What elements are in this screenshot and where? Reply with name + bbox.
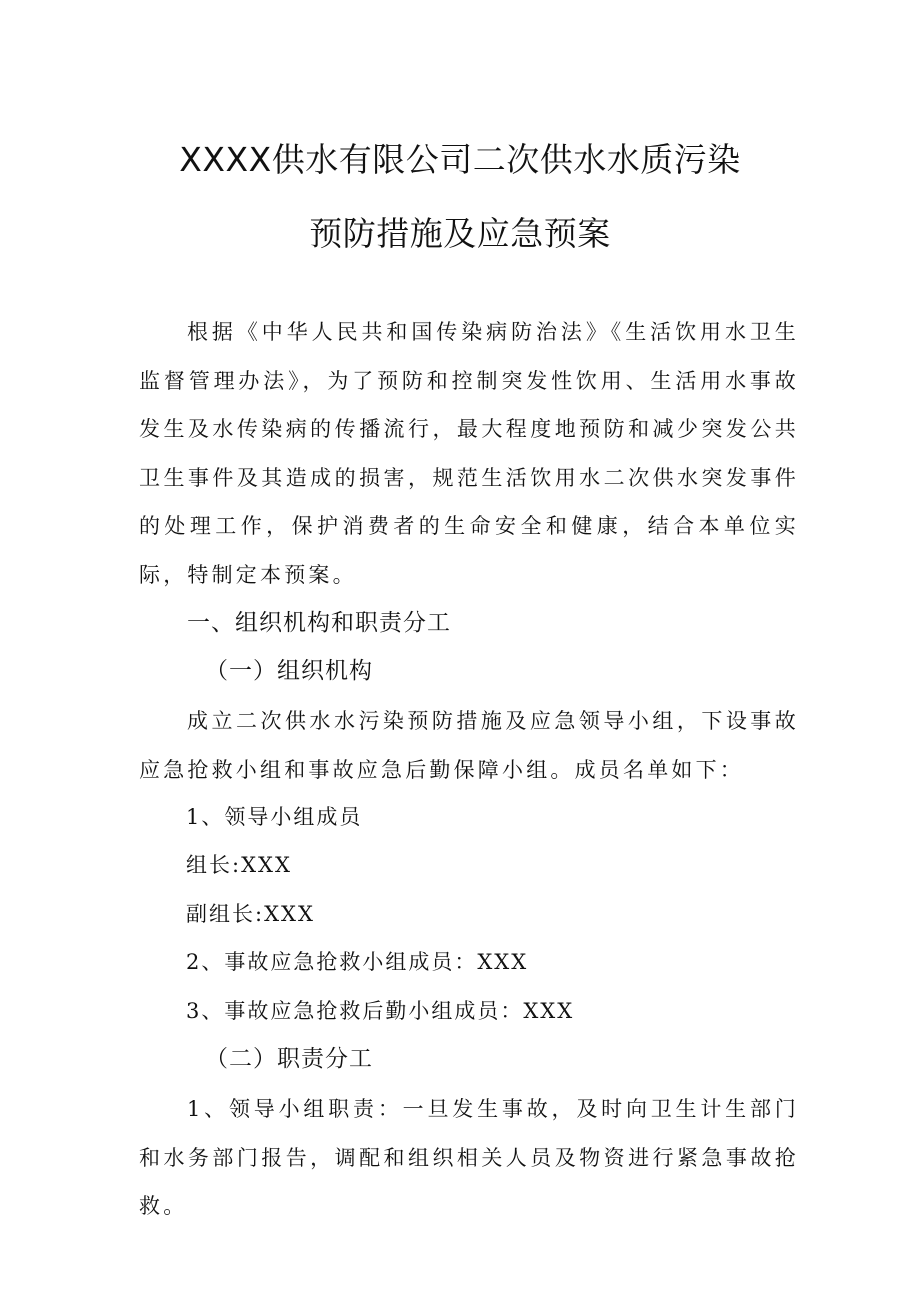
member-line-deputy-leader: 副组长:XXX — [186, 902, 315, 926]
subsection-heading-duties: （二）职责分工 — [205, 1046, 373, 1072]
intro-paragraph: 根据《中华人民共和国传染病防治法》《生活饮用水卫生监督管理办法》，为了预防和控制突发性饮用、生活用水事故发生及水传染病的传播流行，最大程度地预防和减少突发公共卫生事件及其造成的损害，规范生活饮用水二次供水突发事件的处理工作，保护消费者的生命安全和健康，结合本单位实际，特制定本预案。 — [139, 320, 799, 587]
member-line-logistics-group: 3、事故应急抢救后勤小组成员：XXX — [186, 999, 575, 1023]
subsection-heading-organization: （一）组织机构 — [205, 658, 373, 684]
organization-paragraph: 成立二次供水水污染预防措施及应急领导小组，下设事故应急抢救小组和事故应急后勤保障小组。成员名单如下： — [139, 709, 799, 782]
member-line-rescue-group: 2、事故应急抢救小组成员：XXX — [186, 950, 529, 974]
member-line-leader: 组长:XXX — [186, 853, 292, 877]
duty-paragraph: 1、领导小组职责：一旦发生事故，及时向卫生计生部门和水务部门报告，调配和组织相关人员及物资进行紧急事故抢救。 — [139, 1097, 799, 1218]
document-title-line-1: XXXX供水有限公司二次供水水质污染 — [179, 140, 741, 179]
section-heading-organization: 一、组织机构和职责分工 — [187, 610, 451, 636]
member-line-leader-group: 1、领导小组成员 — [186, 805, 363, 829]
document-title-line-2: 预防措施及应急预案 — [309, 214, 611, 253]
